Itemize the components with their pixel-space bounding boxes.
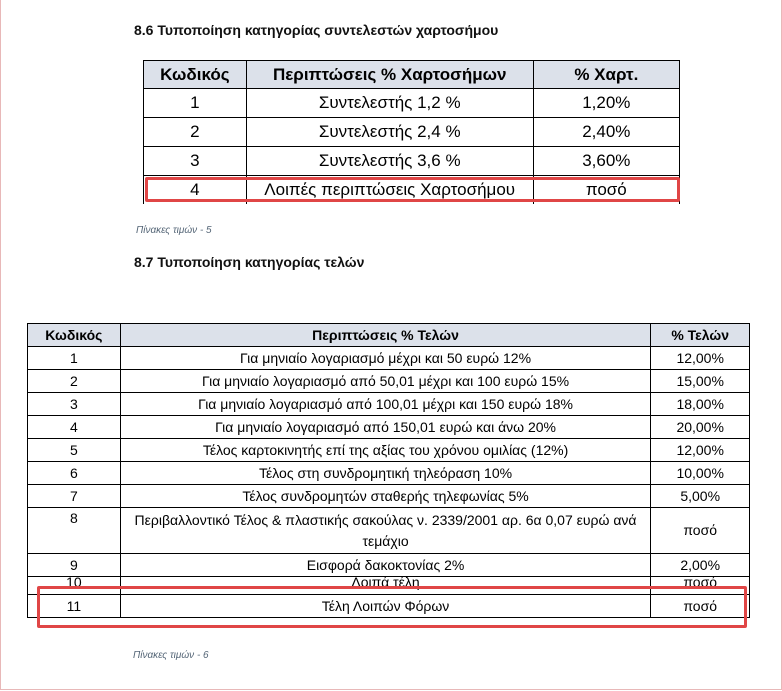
cell-rate: 5,00% bbox=[651, 485, 750, 508]
table-row bbox=[28, 370, 750, 393]
cell-code: 1 bbox=[28, 347, 121, 370]
cell-rate: 3,60% bbox=[533, 147, 679, 176]
cell-description: Τέλη Λοιπών Φόρων bbox=[120, 595, 651, 618]
cell-description: Τέλος στη συνδρομητική τηλεόραση 10% bbox=[120, 462, 651, 485]
cell-code: 3 bbox=[144, 147, 247, 176]
cell-code: 4 bbox=[144, 176, 247, 205]
table-row bbox=[144, 118, 680, 147]
cell-rate: 20,00% bbox=[651, 416, 750, 439]
cell-code: 4 bbox=[28, 416, 121, 439]
table-row bbox=[28, 485, 750, 508]
cell-description: Για μηνιαίο λογαριασμό από 100,01 μέχρι και 150 ευρώ 18% bbox=[120, 393, 651, 416]
cell-rate: 10,00% bbox=[651, 462, 750, 485]
cell-description: Συντελεστής 3,6 % bbox=[246, 147, 533, 176]
section-heading-fees: 8.7 Τυποποίηση κατηγορίας τελών bbox=[134, 254, 365, 270]
table-header-row bbox=[28, 324, 750, 347]
cell-description: Λοιπά τέλη bbox=[120, 577, 651, 595]
cell-rate: ποσό bbox=[651, 595, 750, 618]
cell-description: Εισφορά δακοκτονίας 2% bbox=[120, 554, 651, 577]
cell-code: 1 bbox=[144, 89, 247, 118]
table-row bbox=[144, 89, 680, 118]
cell-code: 10 bbox=[28, 577, 121, 595]
cell-code: 8 bbox=[28, 508, 121, 554]
table-caption: Πίνακες τιμών - 5 bbox=[136, 225, 212, 236]
cell-rate: 2,40% bbox=[533, 118, 679, 147]
column-header-rate: % Τελών bbox=[651, 324, 750, 347]
cell-code: 6 bbox=[28, 462, 121, 485]
cell-rate: ποσό bbox=[651, 577, 750, 595]
cell-rate: 1,20% bbox=[533, 89, 679, 118]
cell-rate: ποσό bbox=[651, 508, 750, 554]
cell-code: 2 bbox=[144, 118, 247, 147]
table-row bbox=[28, 347, 750, 370]
cell-code: 11 bbox=[28, 595, 121, 618]
cell-rate: 15,00% bbox=[651, 370, 750, 393]
table-header-row bbox=[144, 61, 680, 89]
cell-rate: 18,00% bbox=[651, 393, 750, 416]
cell-rate: 12,00% bbox=[651, 439, 750, 462]
cell-code: 7 bbox=[28, 485, 121, 508]
fees-table bbox=[27, 323, 750, 618]
table-row bbox=[28, 462, 750, 485]
cell-rate: 12,00% bbox=[651, 347, 750, 370]
column-header-cases: Περιπτώσεις % Τελών bbox=[120, 324, 651, 347]
table-caption: Πίνακες τιμών - 6 bbox=[133, 650, 209, 661]
highlight-box bbox=[37, 586, 747, 628]
table-row bbox=[28, 416, 750, 439]
cell-rate: ποσό bbox=[533, 176, 679, 205]
table-row bbox=[28, 393, 750, 416]
highlight-box bbox=[145, 177, 680, 202]
cell-description: Λοιπές περιπτώσεις Χαρτοσήμου bbox=[246, 176, 533, 205]
column-header-rate: % Χαρτ. bbox=[533, 61, 679, 89]
cell-description: Συντελεστής 1,2 % bbox=[246, 89, 533, 118]
column-header-code: Κωδικός bbox=[144, 61, 247, 89]
table-row bbox=[28, 439, 750, 462]
cell-description: Για μηνιαίο λογαριασμό από 150,01 ευρώ και άνω 20% bbox=[120, 416, 651, 439]
cell-description: Τέλος καρτοκινητής επί της αξίας του χρόνου ομιλίας (12%) bbox=[120, 439, 651, 462]
cell-code: 3 bbox=[28, 393, 121, 416]
column-header-cases: Περιπτώσεις % Χαρτοσήμων bbox=[246, 61, 533, 89]
cell-description: Για μηνιαίο λογαριασμό από 50,01 μέχρι και 100 ευρώ 15% bbox=[120, 370, 651, 393]
cell-code: 2 bbox=[28, 370, 121, 393]
table-row bbox=[144, 147, 680, 176]
section-heading-stamp-duty: 8.6 Τυποποίηση κατηγορίας συντελεστών χαρτοσήμου bbox=[134, 22, 499, 38]
cell-description: Για μηνιαίο λογαριασμό μέχρι και 50 ευρώ 12% bbox=[120, 347, 651, 370]
cell-description: Περιβαλλοντικό Τέλος & πλαστικής σακούλας ν. 2339/2001 αρ. 6α 0,07 ευρώ ανά τεμάχιο bbox=[120, 508, 651, 554]
cell-code: 9 bbox=[28, 554, 121, 577]
table-row bbox=[28, 508, 750, 554]
cell-rate: 2,00% bbox=[651, 554, 750, 577]
column-header-code: Κωδικός bbox=[28, 324, 121, 347]
cell-code: 5 bbox=[28, 439, 121, 462]
cell-description: Τέλος συνδρομητών σταθερής τηλεφωνίας 5% bbox=[120, 485, 651, 508]
cell-description: Συντελεστής 2,4 % bbox=[246, 118, 533, 147]
